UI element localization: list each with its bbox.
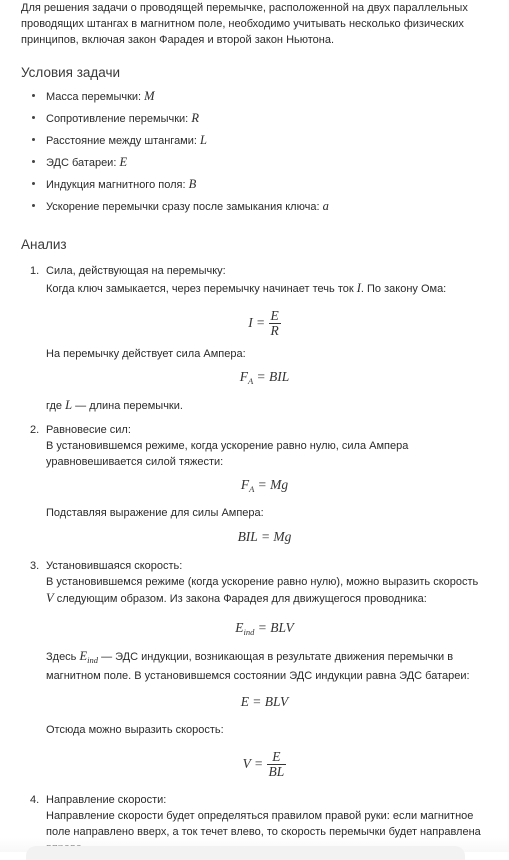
math-symbol: I — [356, 281, 361, 295]
list-item — [21, 198, 483, 220]
step-text — [46, 397, 483, 414]
list-item — [21, 110, 483, 132]
list-item — [21, 422, 483, 547]
fraction-denominator: BL — [268, 764, 285, 780]
eq-subscript: A — [249, 484, 255, 494]
step-text: На перемычку действует сила Ампера: — [46, 348, 246, 360]
list-item — [21, 263, 483, 414]
equation-lhs: I = — [248, 315, 266, 330]
math-symbol: V — [46, 591, 54, 605]
fraction-numerator: E — [267, 750, 287, 765]
condition-label: Сопротивление перемычки: — [46, 113, 189, 125]
text-run: — ЭДС индукции, возникающая в результате движения перемычки в магнитном поле. В установившемся состоянии ЭДС индукции равна ЭДС батареи: — [46, 651, 470, 682]
condition-label: Индукция магнитного поля: — [46, 179, 186, 191]
eq-symbol: E — [235, 620, 244, 635]
fraction-denominator: R — [270, 323, 279, 339]
text-run: где — [46, 400, 63, 412]
condition-label: Расстояние между штангами: — [46, 135, 197, 147]
step-text — [46, 280, 483, 297]
text-run: Когда ключ замыкается, через перемычку начинает течь ток — [46, 283, 354, 295]
step-title: Установившаяся скорость: — [46, 560, 183, 572]
equation-balance — [46, 477, 483, 495]
condition-label: Ускорение перемычки сразу после замыкания ключа: — [46, 201, 320, 213]
step-text: Подставляя выражение для силы Ампера: — [46, 507, 264, 519]
list-item — [21, 176, 483, 198]
step-number: 4. — [30, 794, 40, 806]
list-item — [21, 88, 483, 110]
list-item — [21, 558, 483, 782]
equation-bil: BIL = Mg — [237, 529, 292, 544]
step-text: Отсюда можно выразить скорость: — [46, 724, 224, 736]
step-title: Сила, действующая на перемычку: — [46, 265, 226, 277]
analysis-steps — [21, 263, 483, 856]
eq-symbol: F — [239, 369, 248, 384]
intro-paragraph: Для решения задачи о проводящей перемычке, расположенной на двух параллельных проводящих штангах в магнитном поле, необходимо учитывать несколько физических принципов, включая закон Фарадея и второй закон Ньютона. — [21, 2, 468, 46]
analysis-heading: Анализ — [21, 237, 67, 252]
math-symbol: R — [191, 111, 199, 125]
math-symbol: a — [322, 199, 329, 213]
step-text — [46, 574, 483, 607]
math-subscript: ind — [87, 655, 98, 665]
math-symbol: M — [144, 89, 155, 103]
math-symbol: E — [119, 155, 128, 169]
chat-input-edge — [26, 846, 465, 860]
list-item — [21, 132, 483, 154]
equation-lhs: V = — [242, 756, 264, 771]
fraction — [267, 750, 287, 779]
equation-velocity — [46, 746, 483, 782]
equation-emf: E = BLV — [240, 694, 289, 709]
condition-label: Масса перемычки: — [46, 91, 142, 103]
equation-ampere — [46, 369, 483, 387]
math-symbol: B — [188, 177, 197, 191]
text-run: — длина перемычки. — [75, 400, 183, 412]
step-text: Направление скорости будет определяться правилом правой руки: если магнитное поле направлено вверх, а ток течет влево, то скорость перемычки будет направлена — [46, 810, 481, 838]
condition-label: ЭДС батареи: — [46, 157, 117, 169]
text-run: . По закону Ома: — [360, 283, 447, 295]
step-text: В установившемся режиме, когда ускорение равно нулю, сила Ампера уравновешивается силой тяжести: — [46, 440, 409, 468]
math-symbol: L — [65, 398, 73, 412]
eq-rhs: = BLV — [257, 620, 294, 635]
step-title: Направление скорости: — [46, 794, 167, 806]
text-run: В установившемся режиме (когда ускорение равно нулю), можно выразить скорость — [46, 576, 479, 588]
step-text — [46, 648, 483, 684]
eq-rhs: = Mg — [257, 477, 289, 492]
step-title: Равновесие сил: — [46, 424, 131, 436]
conditions-list — [21, 88, 483, 220]
conditions-heading: Условия задачи — [21, 65, 121, 80]
step-number: 1. — [30, 265, 40, 277]
message-content — [21, 0, 483, 856]
step-number: 3. — [30, 560, 40, 572]
equation-ohm — [46, 305, 483, 341]
list-item — [21, 154, 483, 176]
step-number: 2. — [30, 424, 40, 436]
math-symbol: L — [200, 133, 207, 147]
equation-faraday — [46, 620, 483, 638]
math-symbol: E — [79, 649, 88, 663]
fraction-numerator: E — [270, 308, 279, 324]
text-run: следующим образом. Из закона Фарадея для движущегося проводника: — [56, 593, 427, 605]
eq-subscript: ind — [243, 627, 255, 637]
eq-symbol: F — [240, 477, 250, 492]
fraction — [269, 309, 281, 338]
text-run: Здесь — [46, 651, 77, 663]
eq-subscript: A — [247, 376, 254, 386]
eq-rhs: = BIL — [256, 369, 290, 384]
